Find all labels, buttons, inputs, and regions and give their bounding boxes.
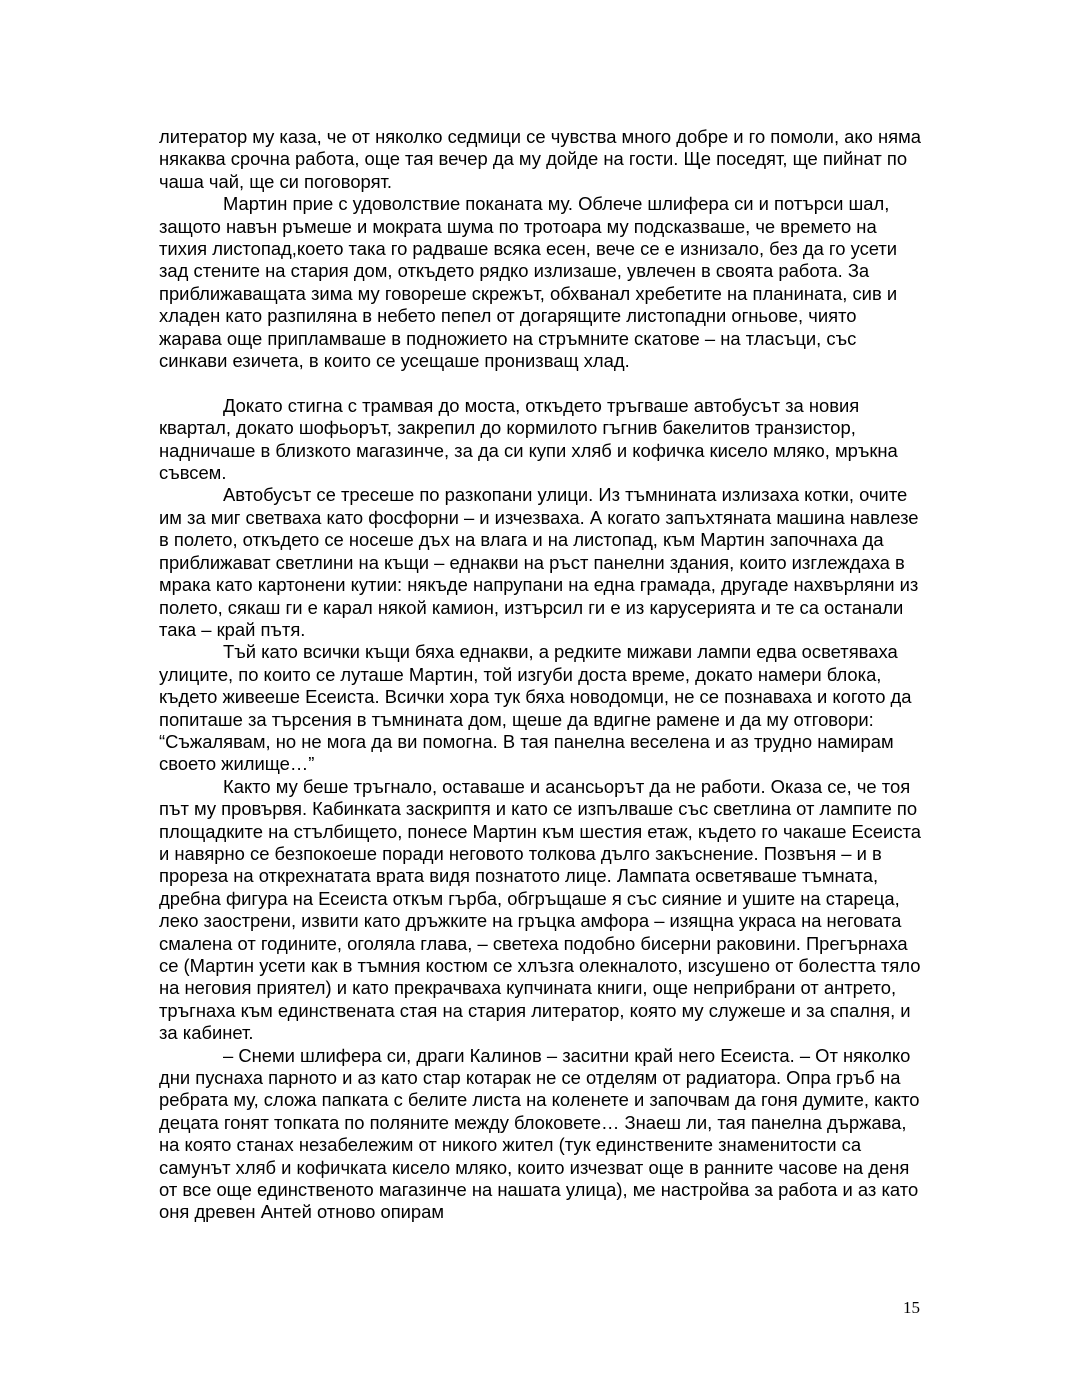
paragraph-2: Мартин прие с удоволствие поканата му. Облече шлифера си и потърси шал, защото навън ръмеше и мократа шума по тротоара му подсказваше, че времето на тихия листопад,което така го радваше всяка есен, вече се е изнизало, без да го усети зад стените на стария дом, откъдето рядко излизаше, увлечен в своята работа. За приближаващата зима му говореше скрежът, обхванал хребетите на планината, сив и хладен като разпиляна в небето пепел от догарящите листопадни огньове, чиято жарава още припламваше в подножието на стръмните скатове – на тласъци, със синкави езичета, в които се усещаше пронизващ хлад. (159, 193, 898, 372)
page-number: 15 (903, 1298, 920, 1317)
paragraph-spacer (159, 372, 924, 394)
paragraph-1: литератор му каза, че от няколко седмици се чувства много добре и го помоли, ако няма някаква срочна работа, още тая вечер да му дойде на гости. Ще поседят, ще пийнат по чаша чай, ще си поговорят. (159, 126, 921, 192)
paragraph-7: – Снеми шлифера си, драги Калинов – заситни край него Есеиста. – От няколко дни пуснаха парното и аз като стар котарак не се отделям от радиатора. Опра гръб на ребрата му, сложа папката с белите листа на коленете и започвам да гоня думите, както децата гонят топката по поляните между блоковете… Знаеш ли, тая панелна държава, на която станах незабележим от никого жител (тук единствените знаменитости са самунът хляб и кофичката кисело мляко, които изчезват още в ранните часове на деня от все още единственото магазинче на нашата улица), ме настройва за работа и аз като оня древен Антей отново опирам (159, 1044, 920, 1223)
paragraph-3: Докато стигна с трамвая до моста, откъдето тръгваше автобусът за новия квартал, докато шофьорът, закрепил до кормилото гъгнив бакелитов транзистор, надничаше в близкото магазинче, за да си купи хляб и кофичка кисело мляко, мръкна съвсем. (159, 394, 898, 484)
paragraph-5: Тъй като всички къщи бяха еднакви, а редките мижави лампи едва осветяваха улиците, по които се луташе Мартин, той изгуби доста време, докато намери блока, където живееше Есеиста. Всички хора тук бяха новодомци, не се познаваха и когото да попиташе за търсения в тъмнината дом, щеше да вдигне рамене и да му отговори: “Съжалявам, но не мога да ви помогна. В тая панелна веселена и аз трудно намирам своето жилище…” (159, 641, 912, 775)
paragraph-6: Както му беше тръгнало, оставаше и асансьорът да не работи. Оказа се, че тоя път му провървя. Кабинката заскриптя и като се изпълваше със светлина от лампите по площадките на стълбището, понесе Мартин към шестия етаж, където го чакаше Есеиста и навярно се безпокоеше поради неговото толкова дълго закъснение. Позвъня – и в прореза на открехнатата врата видя познатото лице. Лампата осветяваше тъмната, дребна фигура на Есеиста откъм гърба, обгръщаше я със сияние и ушите на стареца, леко заострени, извити като дръжките на гръцка амфора – изящна украса на неговата смалена от годините, оголяла глава, – светеха подобно бисерни раковини. Прегърнаха се (Мартин усети как в тъмния костюм се хлъзга олекналото, изсушено от болестта тяло на неговия приятел) и като прекрачваха купчината книги, още неприбрани от антрето, тръгнаха към единствената стая на стария литератор, която му служеше и за спалня, и за кабинет. (159, 775, 921, 1044)
body-text (159, 126, 924, 1224)
paragraph-4: Автобусът се тресеше по разкопани улици. Из тъмнината излизаха котки, очите им за миг светваха като фосфорни – и изчезваха. А когато запъхтяната машина навлезе в полето, откъдето се носеше дъх на влага и на листопад, към Мартин започнаха да приближават светлини на къщи – еднакви на ръст панелни здания, които изглеждаха в мрака като картонени кутии: някъде напрупани на една грамада, другаде нахвърляни из полето, сякаш ги е карал някой камион, изтърсил ги е из карусерията и те са останали така – край пътя. (159, 484, 919, 640)
